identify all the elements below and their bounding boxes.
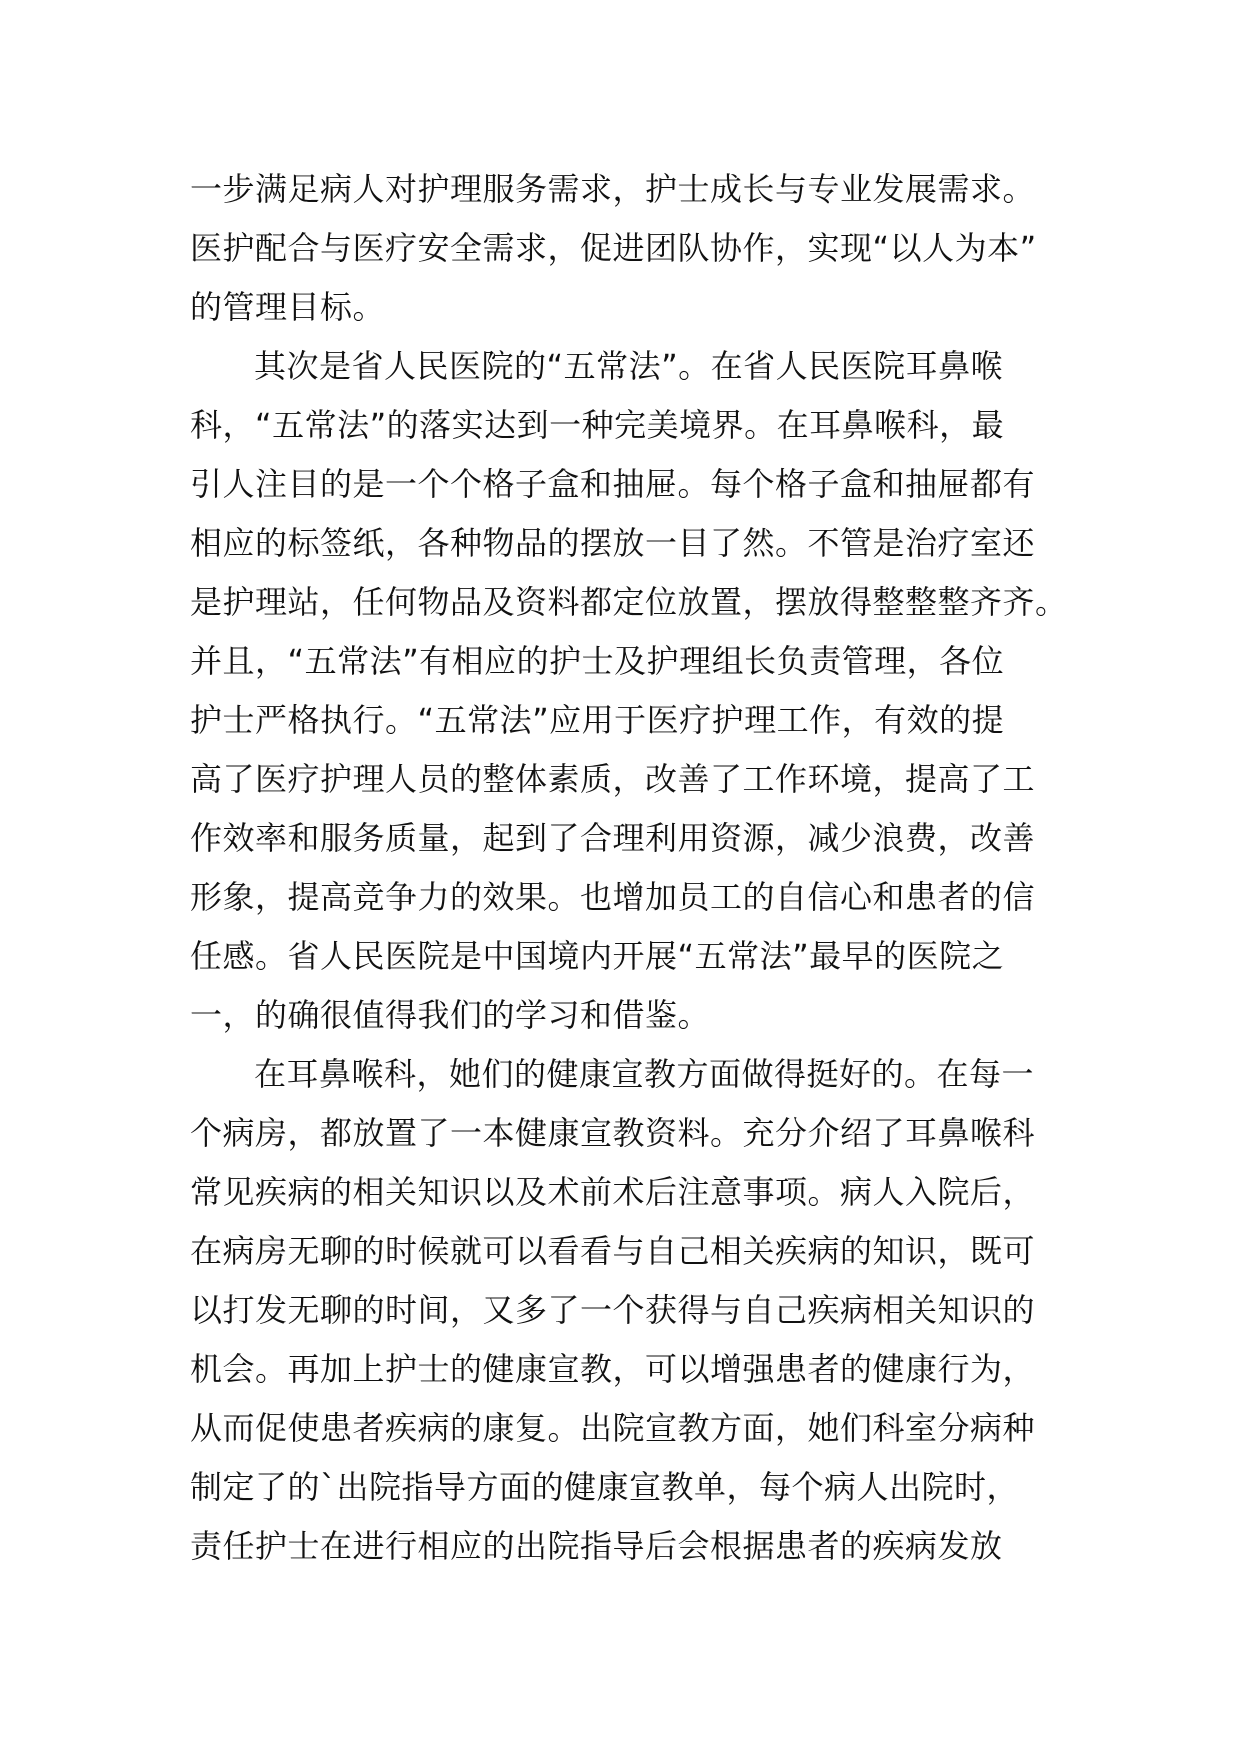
text-line: 在病房无聊的时候就可以看看与自己相关疾病的知识，既可 <box>190 1232 1036 1270</box>
text-line: 形象，提高竞争力的效果。也增加员工的自信心和患者的信 <box>190 878 1036 916</box>
text-line: 常见疾病的相关知识以及术前术后注意事项。病人入院后， <box>190 1173 1036 1211</box>
text-line: 一步满足病人对护理服务需求，护士成长与专业发展需求。 <box>190 170 1036 208</box>
text-line: 制定了的`出院指导方面的健康宣教单，每个病人出院时， <box>190 1468 1020 1506</box>
text-line: 一，的确很值得我们的学习和借鉴。 <box>190 996 711 1034</box>
text-line: 医护配合与医疗安全需求，促进团队协作，实现“以人为本” <box>190 229 1037 267</box>
text-line: 作效率和服务质量，起到了合理利用资源，减少浪费，改善 <box>190 819 1036 857</box>
text-line: 任感。省人民医院是中国境内开展“五常法”最早的医院之 <box>190 937 1005 975</box>
text-line: 护士严格执行。“五常法”应用于医疗护理工作，有效的提 <box>190 701 1005 739</box>
text-line: 从而促使患者疾病的康复。出院宣教方面，她们科室分病种 <box>190 1409 1036 1447</box>
body-text <box>190 160 1070 1576</box>
text-line: 高了医疗护理人员的整体素质，改善了工作环境，提高了工 <box>190 760 1036 798</box>
text-line: 引人注目的是一个个格子盒和抽屉。每个格子盒和抽屉都有 <box>190 465 1036 503</box>
text-line: 是护理站，任何物品及资料都定位放置，摆放得整整整齐齐。 <box>190 583 1068 621</box>
text-line: 以打发无聊的时间，又多了一个获得与自己疾病相关知识的 <box>190 1291 1036 1329</box>
text-line: 相应的标签纸，各种物品的摆放一目了然。不管是治疗室还 <box>190 524 1036 562</box>
text-line: 个病房，都放置了一本健康宣教资料。充分介绍了耳鼻喉科 <box>190 1114 1036 1152</box>
text-line: 并且，“五常法”有相应的护士及护理组长负责管理，各位 <box>190 642 1005 680</box>
text-line: 机会。再加上护士的健康宣教，可以增强患者的健康行为， <box>190 1350 1036 1388</box>
text-line: 的管理目标。 <box>190 288 386 326</box>
text-line: 责任护士在进行相应的出院指导后会根据患者的疾病发放 <box>190 1527 1003 1565</box>
text-line: 科，“五常法”的落实达到一种完美境界。在耳鼻喉科，最 <box>190 406 1005 444</box>
text-line: 在耳鼻喉科，她们的健康宣教方面做得挺好的。在每一 <box>254 1055 1035 1093</box>
text-line: 其次是省人民医院的“五常法”。在省人民医院耳鼻喉 <box>254 347 1004 385</box>
